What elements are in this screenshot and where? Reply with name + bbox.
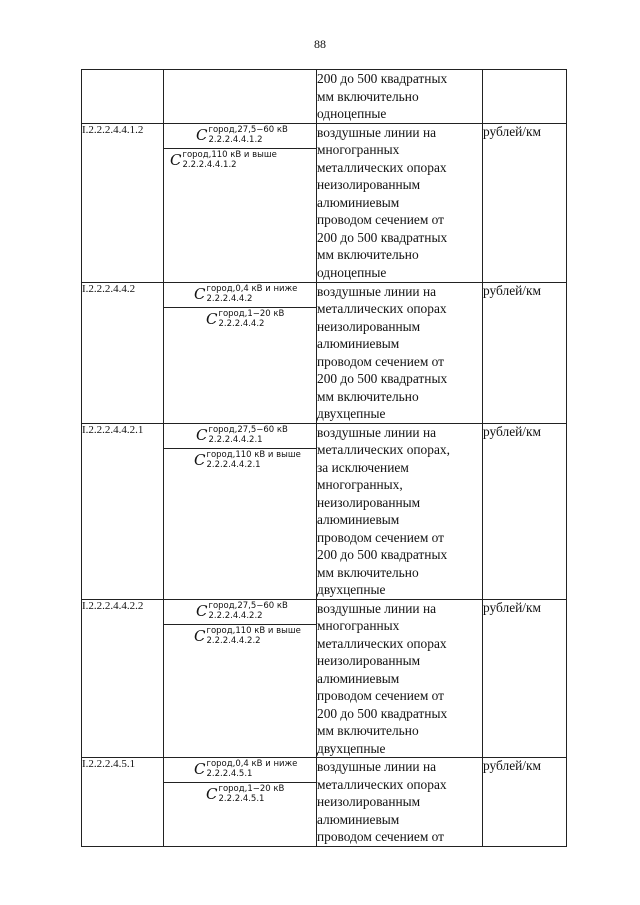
rate-symbol bbox=[164, 308, 316, 332]
rate-symbol-subscript: 2.2.2.4.4.1.2 bbox=[208, 134, 263, 145]
rate-symbol bbox=[164, 783, 316, 807]
rate-symbol-superscript: город,1−20 кВ bbox=[218, 784, 285, 794]
row-code: I.2.2.2.4.5.1 bbox=[82, 758, 164, 847]
row-unit: рублей/км bbox=[483, 758, 567, 847]
rate-symbols-cell bbox=[164, 758, 317, 847]
rate-symbol-letter: C bbox=[196, 125, 208, 144]
row-unit: рублей/км bbox=[483, 282, 567, 423]
rate-symbol-superscript: город,0,4 кВ и ниже bbox=[206, 759, 298, 769]
rate-symbol bbox=[164, 124, 316, 149]
table-row bbox=[82, 123, 567, 282]
row-description: 200 до 500 квадратных мм включительно одноцепные bbox=[317, 70, 483, 124]
row-description: воздушные линии на многогранных металлических опорах неизолированным алюминиевым проводом сечением от 200 до 500 квадратных мм включительно одноцепные bbox=[317, 123, 483, 282]
rate-symbol-superscript: город,0,4 кВ и ниже bbox=[206, 283, 298, 294]
rate-symbol-letter: C bbox=[196, 425, 208, 444]
rate-symbol-letter: C bbox=[206, 785, 218, 803]
row-description: воздушные линии на металлических опорах неизолированным алюминиевым проводом сечением от bbox=[317, 758, 483, 847]
row-unit bbox=[483, 70, 567, 124]
rate-symbols-cell bbox=[164, 123, 317, 282]
rate-symbol-subscript: 2.2.2.4.4.2.2 bbox=[208, 610, 263, 621]
table-row bbox=[82, 70, 567, 124]
rate-symbol-subscript: 2.2.2.4.4.2 bbox=[206, 293, 253, 304]
rate-symbol-letter: C bbox=[194, 284, 206, 303]
rate-symbol-superscript: город,27,5−60 кВ bbox=[208, 600, 288, 611]
rate-symbols-cell bbox=[164, 282, 317, 423]
row-unit: рублей/км bbox=[483, 599, 567, 758]
rate-symbol-superscript: город,110 кВ и выше bbox=[206, 625, 301, 636]
row-code: I.2.2.2.4.4.2.1 bbox=[82, 423, 164, 599]
rate-symbols-cell bbox=[164, 599, 317, 758]
rate-symbol-subscript: 2.2.2.4.4.2.1 bbox=[206, 459, 261, 470]
row-unit: рублей/км bbox=[483, 123, 567, 282]
rate-symbol-subscript: 2.2.2.4.4.2.2 bbox=[206, 635, 261, 646]
rate-symbol bbox=[164, 449, 316, 473]
row-code: I.2.2.2.4.4.1.2 bbox=[82, 123, 164, 282]
row-description: воздушные линии на металлических опорах, за исключением многогранных, неизолированным алюминиевым проводом сечением от 200 до 500 квадратных мм включительно двухцепные bbox=[317, 423, 483, 599]
row-description: воздушные линии на металлических опорах неизолированным алюминиевым проводом сечением от 200 до 500 квадратных мм включительно двухцепные bbox=[317, 282, 483, 423]
rate-symbol-letter: C bbox=[194, 626, 206, 645]
rate-symbol-superscript: город,110 кВ и выше bbox=[182, 149, 277, 160]
rate-symbol-letter: C bbox=[170, 150, 182, 169]
page-number: 88 bbox=[314, 37, 326, 51]
rate-symbol bbox=[164, 283, 316, 308]
rate-symbol-subscript: 2.2.2.4.5.1 bbox=[206, 769, 253, 779]
table-body bbox=[82, 70, 567, 847]
table-row bbox=[82, 282, 567, 423]
row-code: I.2.2.2.4.4.2.2 bbox=[82, 599, 164, 758]
rate-symbol-letter: C bbox=[194, 450, 206, 469]
rate-symbols-cell bbox=[164, 423, 317, 599]
rate-symbol bbox=[164, 424, 316, 449]
rate-symbol-letter: C bbox=[206, 309, 218, 328]
row-description: воздушные линии на многогранных металлических опорах неизолированным алюминиевым проводом сечением от 200 до 500 квадратных мм включительно двухцепные bbox=[317, 599, 483, 758]
rate-symbol bbox=[164, 149, 316, 173]
rate-symbol-subscript: 2.2.2.4.4.2.1 bbox=[208, 434, 263, 445]
rate-symbol-subscript: 2.2.2.4.5.1 bbox=[218, 794, 265, 804]
rate-symbol-subscript: 2.2.2.4.4.2 bbox=[218, 318, 265, 329]
table-row bbox=[82, 758, 567, 847]
rate-symbols-cell bbox=[164, 70, 317, 124]
row-code: I.2.2.2.4.4.2 bbox=[82, 282, 164, 423]
row-code bbox=[82, 70, 164, 124]
rate-symbol-superscript: город,110 кВ и выше bbox=[206, 449, 301, 460]
rate-symbol-superscript: город,27,5−60 кВ bbox=[208, 124, 288, 135]
row-unit: рублей/км bbox=[483, 423, 567, 599]
rates-table bbox=[81, 69, 567, 847]
rate-symbol-subscript: 2.2.2.4.4.1.2 bbox=[182, 159, 237, 170]
rate-symbol bbox=[164, 600, 316, 625]
rate-symbol-superscript: город,27,5−60 кВ bbox=[208, 424, 288, 435]
rate-symbol-letter: C bbox=[196, 601, 208, 620]
rate-symbol bbox=[164, 758, 316, 783]
rate-symbol-letter: C bbox=[194, 760, 206, 778]
table-row bbox=[82, 599, 567, 758]
table-row bbox=[82, 423, 567, 599]
rate-symbol bbox=[164, 625, 316, 649]
rate-symbol-superscript: город,1−20 кВ bbox=[218, 308, 285, 319]
